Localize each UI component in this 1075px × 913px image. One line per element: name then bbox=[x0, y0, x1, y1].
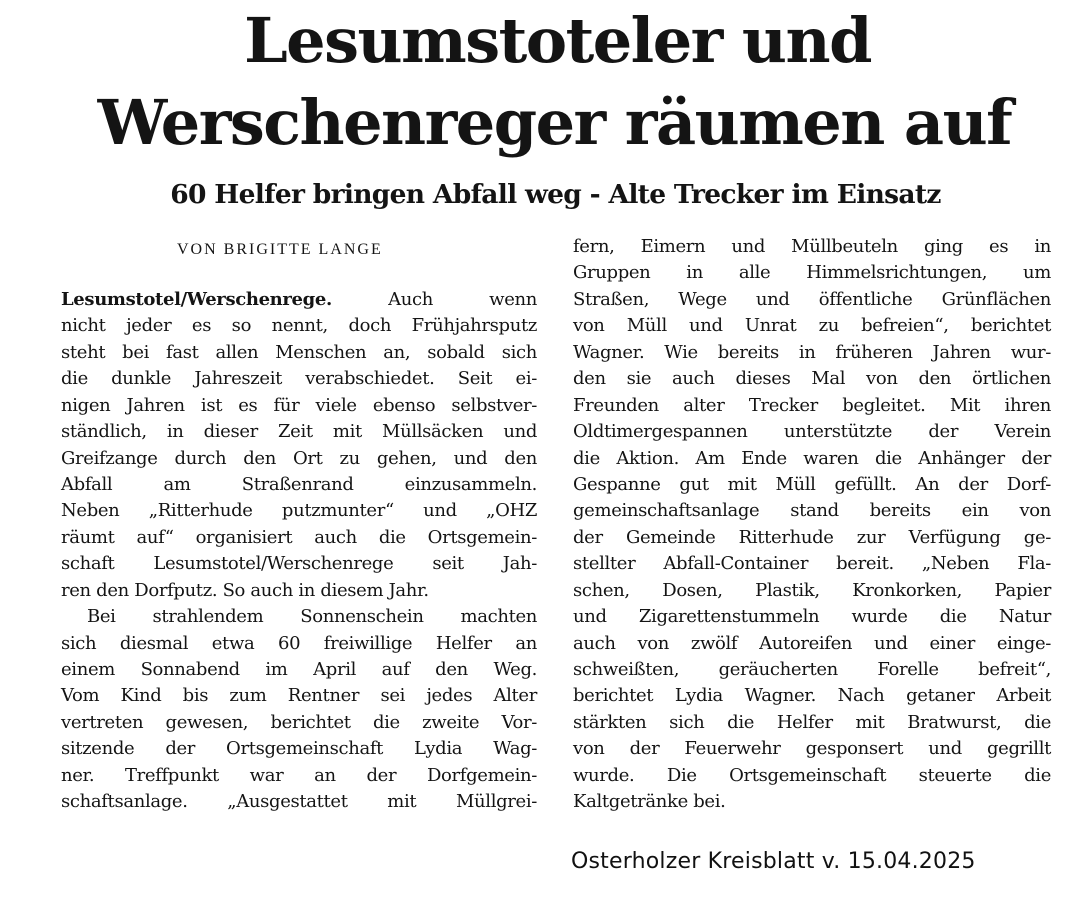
text-line: Lesumstotel/Werschenrege. Auch wenn bbox=[61, 288, 537, 310]
text-line: stärkten sich die Helfer mit Bratwurst, die bbox=[573, 711, 1051, 733]
text-line: wurde. Die Ortsgemeinschaft steuerte die bbox=[573, 764, 1051, 786]
column-spacer bbox=[61, 260, 537, 286]
text-line: Freunden alter Trecker begleitet. Mit ihren bbox=[573, 394, 1051, 416]
text-line: fern, Eimern und Müllbeuteln ging es in bbox=[573, 236, 1051, 257]
text-line: schaftsanlage. „Ausgestattet mit Müllgrei- bbox=[61, 791, 537, 813]
text-line: stellter Abfall-Container bereit. „Neben Fla- bbox=[573, 553, 1051, 575]
text-line: auch von zwölf Autoreifen und einer einge- bbox=[573, 632, 1051, 654]
text-line: Gespanne gut mit Müll gefüllt. An der Dorf- bbox=[573, 473, 1051, 495]
text-line: von Müll und Unrat zu befreien“, berichtet bbox=[573, 315, 1051, 337]
dateline: Lesumstotel/Werschenrege. bbox=[61, 288, 332, 310]
article-column-right bbox=[573, 234, 1051, 816]
text-line: schen, Dosen, Plastik, Kronkorken, Papier bbox=[573, 579, 1051, 601]
text-line: Abfall am Straßenrand einzusammeln. bbox=[61, 473, 537, 495]
text-line: Greifzange durch den Ort zu gehen, und den bbox=[61, 447, 537, 469]
text-line: sich diesmal etwa 60 freiwillige Helfer an bbox=[61, 632, 537, 654]
byline: VON BRIGITTE LANGE bbox=[177, 241, 383, 258]
text-line: Bei strahlendem Sonnenschein machten bbox=[87, 606, 537, 628]
text-line: ständlich, in dieser Zeit mit Müllsäcken und bbox=[61, 421, 537, 443]
text-line: berichtet Lydia Wagner. Nach getaner Arbeit bbox=[573, 685, 1051, 707]
text-line: ner. Treffpunkt war an der Dorfgemein- bbox=[61, 764, 537, 786]
text-line: vertreten gewesen, berichtet die zweite Vor- bbox=[61, 711, 537, 733]
text-line: Kaltgetränke bei. bbox=[573, 791, 726, 813]
text-line: einem Sonnabend im April auf den Weg. bbox=[61, 659, 537, 680]
text-line: Wagner. Wie bereits in früheren Jahren wur- bbox=[573, 341, 1051, 363]
text-line: die dunkle Jahreszeit verabschiedet. Seit ei- bbox=[61, 368, 537, 390]
text-line: steht bei fast allen Menschen an, sobald sich bbox=[61, 341, 537, 363]
text-line: den sie auch dieses Mal von den örtlichen bbox=[573, 368, 1051, 390]
text-line: Straßen, Wege und öffentliche Grünflächen bbox=[573, 288, 1051, 310]
subheadline: 60 Helfer bringen Abfall weg - Alte Trecker im Einsatz bbox=[170, 179, 941, 210]
column-spacer bbox=[61, 234, 537, 260]
text-line: die Aktion. Am Ende waren die Anhänger der bbox=[573, 447, 1051, 469]
source-note: Osterholzer Kreisblatt v. 15.04.2025 bbox=[571, 849, 976, 874]
text-line: gemeinschaftsanlage stand bereits ein von bbox=[573, 500, 1051, 522]
text-line: schaft Lesumstotel/Werschenrege seit Jah- bbox=[61, 553, 537, 575]
text-line: ren den Dorfputz. So auch in diesem Jahr. bbox=[61, 579, 429, 601]
headline-line-2: Werschenreger räumen auf bbox=[97, 86, 1012, 159]
text-line: der Gemeinde Ritterhude zur Verfügung ge- bbox=[573, 526, 1051, 548]
text-line: Vom Kind bis zum Rentner sei jedes Alter bbox=[61, 685, 537, 707]
text-line: nigen Jahren ist es für viele ebenso selbstver- bbox=[61, 394, 537, 416]
text-line: sitzende der Ortsgemeinschaft Lydia Wag- bbox=[61, 738, 537, 760]
text-line: Gruppen in alle Himmelsrichtungen, um bbox=[573, 262, 1051, 284]
text-line: nicht jeder es so nennt, doch Frühjahrsputz bbox=[61, 315, 537, 337]
text-line: räumt auf“ organisiert auch die Ortsgemein- bbox=[61, 526, 537, 548]
article-column-left bbox=[61, 234, 537, 816]
text-line: schweißten, geräucherten Forelle befreit“, bbox=[573, 659, 1051, 680]
text-line: Oldtimergespannen unterstützte der Verein bbox=[573, 421, 1051, 443]
text-line: und Zigarettenstummeln wurde die Natur bbox=[573, 606, 1051, 628]
text-line: von der Feuerwehr gesponsert und gegrillt bbox=[573, 738, 1051, 760]
headline-line-1: Lesumstoteler und bbox=[244, 4, 871, 77]
text-line: Neben „Ritterhude putzmunter“ und „OHZ bbox=[61, 500, 537, 522]
